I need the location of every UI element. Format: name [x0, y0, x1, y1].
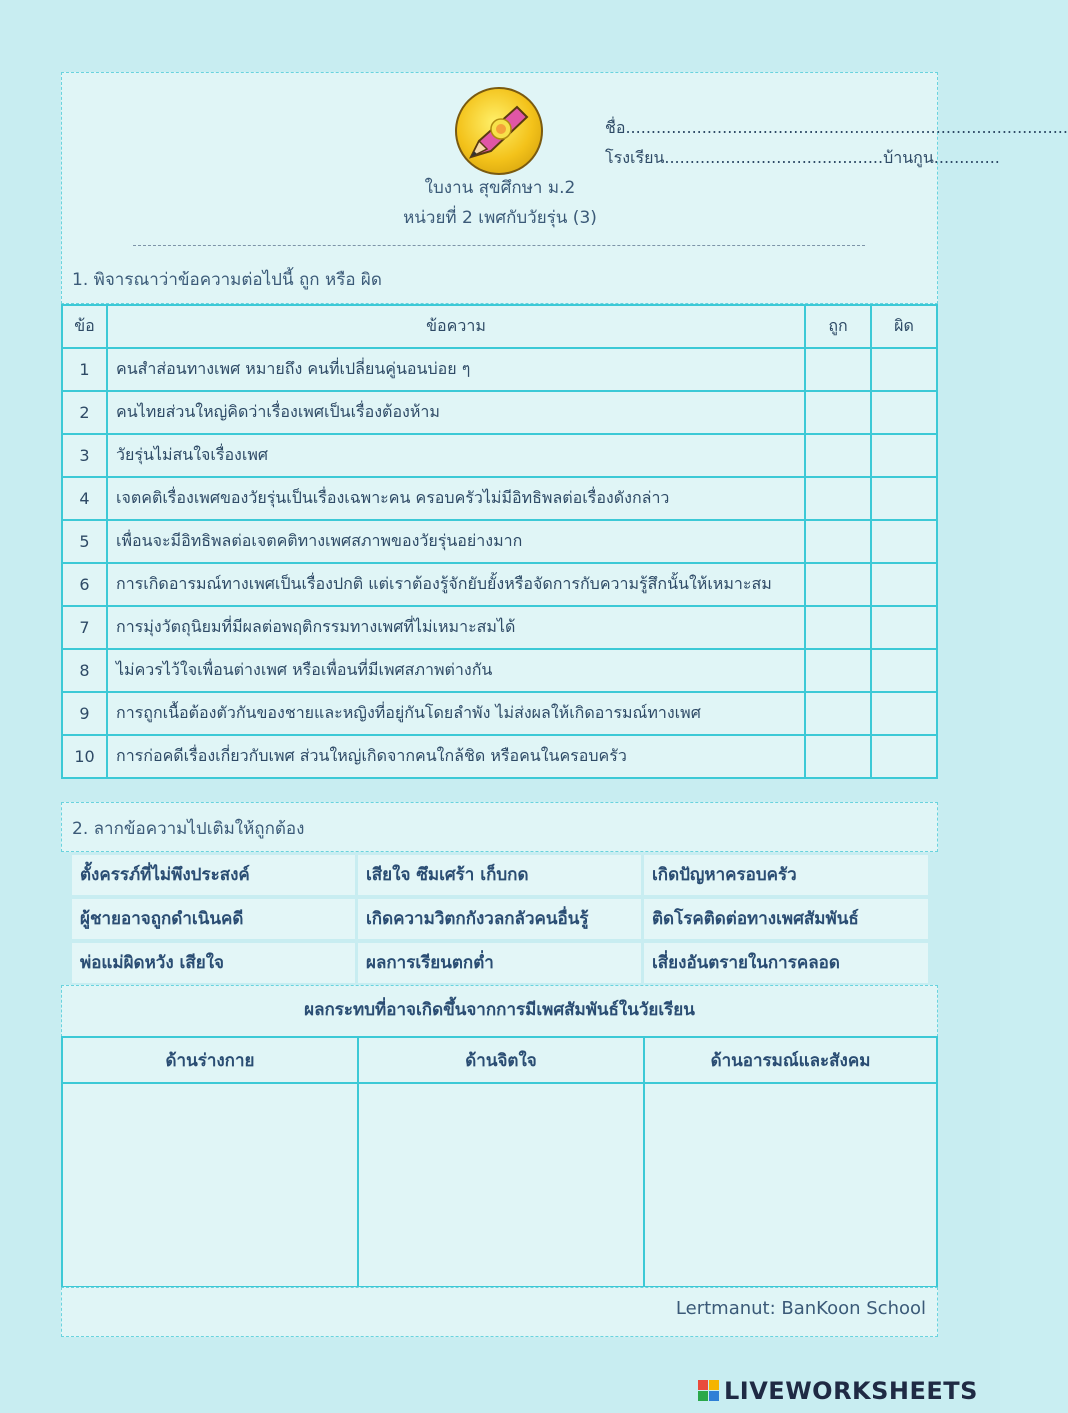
header-number: ข้อ — [62, 305, 107, 348]
row-number: 3 — [62, 434, 107, 477]
school-field[interactable]: โรงเรียน...........................................บ้านกูน............. — [605, 148, 1000, 167]
true-answer-cell[interactable] — [805, 563, 871, 606]
drop-zone-mental[interactable] — [358, 1083, 644, 1287]
section1-label: 1. พิจารณาว่าข้อความต่อไปนี้ ถูก หรือ ผิด — [72, 270, 382, 290]
row-number: 8 — [62, 649, 107, 692]
false-answer-cell[interactable] — [871, 477, 937, 520]
header-mental: ด้านจิตใจ — [358, 1037, 644, 1083]
drag-item[interactable]: ติดโรคติดต่อทางเพศสัมพันธ์ — [644, 899, 928, 939]
drop-zone-physical[interactable] — [62, 1083, 358, 1287]
header-statement: ข้อความ — [107, 305, 805, 348]
header-true: ถูก — [805, 305, 871, 348]
header-physical: ด้านร่างกาย — [62, 1037, 358, 1083]
drag-item[interactable]: ผลการเรียนตกต่ำ — [358, 943, 641, 983]
row-number: 9 — [62, 692, 107, 735]
drop-zone-emotional-social[interactable] — [644, 1083, 937, 1287]
true-answer-cell[interactable] — [805, 520, 871, 563]
name-field[interactable]: ชื่อ....................................................................................... — [605, 118, 1068, 137]
drag-item[interactable]: เสี่ยงอันตรายในการคลอด — [644, 943, 928, 983]
liveworksheets-icon — [698, 1380, 720, 1402]
drag-items-bank — [72, 853, 928, 985]
true-answer-cell[interactable] — [805, 391, 871, 434]
effects-header-row — [62, 1037, 937, 1083]
true-answer-cell[interactable] — [805, 692, 871, 735]
drag-item[interactable]: ตั้งครรภ์ที่ไม่พึงประสงค์ — [72, 855, 355, 895]
effects-table — [61, 1036, 938, 1288]
drag-item[interactable]: เกิดปัญหาครอบครัว — [644, 855, 928, 895]
table-row — [62, 520, 937, 563]
author-credit: Lertmanut: BanKoon School — [675, 1298, 926, 1319]
table-row — [62, 391, 937, 434]
row-statement: คนสำส่อนทางเพศ หมายถึง คนที่เปลี่ยนคู่นอนบ่อย ๆ — [107, 348, 805, 391]
true-answer-cell[interactable] — [805, 477, 871, 520]
school-logo — [455, 87, 543, 175]
true-answer-cell[interactable] — [805, 649, 871, 692]
liveworksheets-logo — [698, 1377, 978, 1405]
unit-title: หน่วยที่ 2 เพศกับวัยรุ่น (3) — [403, 208, 597, 228]
table-row — [62, 649, 937, 692]
table-row — [62, 692, 937, 735]
false-answer-cell[interactable] — [871, 735, 937, 778]
false-answer-cell[interactable] — [871, 692, 937, 735]
row-number: 4 — [62, 477, 107, 520]
false-answer-cell[interactable] — [871, 606, 937, 649]
false-answer-cell[interactable] — [871, 348, 937, 391]
header-emotional-social: ด้านอารมณ์และสังคม — [644, 1037, 937, 1083]
false-answer-cell[interactable] — [871, 391, 937, 434]
row-statement: การเกิดอารมณ์ทางเพศเป็นเรื่องปกติ แต่เราต้องรู้จักยับยั้งหรือจัดการกับความรู้สึกนั้นให้เหมาะสม — [107, 563, 805, 606]
row-number: 6 — [62, 563, 107, 606]
drag-item[interactable]: เสียใจ ซึมเศร้า เก็บกด — [358, 855, 641, 895]
row-number: 10 — [62, 735, 107, 778]
row-number: 5 — [62, 520, 107, 563]
worksheet-title: ใบงาน สุขศึกษา ม.2 — [424, 178, 576, 198]
table-row — [62, 348, 937, 391]
row-statement: การถูกเนื้อต้องตัวกันของชายและหญิงที่อยู่กันโดยลำพัง ไม่ส่งผลให้เกิดอารมณ์ทางเพศ — [107, 692, 805, 735]
true-answer-cell[interactable] — [805, 348, 871, 391]
liveworksheets-text: LIVEWORKSHEETS — [724, 1377, 978, 1405]
drag-item[interactable]: ผู้ชายอาจถูกดำเนินคดี — [72, 899, 355, 939]
table-row — [62, 735, 937, 778]
row-statement: เพื่อนจะมีอิทธิพลต่อเจตคติทางเพศสภาพของวัยรุ่นอย่างมาก — [107, 520, 805, 563]
table-row — [62, 563, 937, 606]
false-answer-cell[interactable] — [871, 563, 937, 606]
effects-drop-row — [62, 1083, 937, 1287]
header-false: ผิด — [871, 305, 937, 348]
drag-item[interactable]: เกิดความวิตกกังวลกลัวคนอื่นรู้ — [358, 899, 641, 939]
row-number: 2 — [62, 391, 107, 434]
true-answer-cell[interactable] — [805, 606, 871, 649]
row-statement: คนไทยส่วนใหญ่คิดว่าเรื่องเพศเป็นเรื่องต้องห้าม — [107, 391, 805, 434]
row-statement: เจตคติเรื่องเพศของวัยรุ่นเป็นเรื่องเฉพาะคน ครอบครัวไม่มีอิทธิพลต่อเรื่องดังกล่าว — [107, 477, 805, 520]
false-answer-cell[interactable] — [871, 434, 937, 477]
drag-item[interactable]: พ่อแม่ผิดหวัง เสียใจ — [72, 943, 355, 983]
row-statement: วัยรุ่นไม่สนใจเรื่องเพศ — [107, 434, 805, 477]
divider — [133, 245, 865, 246]
false-answer-cell[interactable] — [871, 649, 937, 692]
table-row — [62, 606, 937, 649]
effects-title: ผลกระทบที่อาจเกิดขึ้นจากการมีเพศสัมพันธ์ในวัยเรียน — [304, 1000, 695, 1020]
true-answer-cell[interactable] — [805, 434, 871, 477]
table-row — [62, 434, 937, 477]
true-answer-cell[interactable] — [805, 735, 871, 778]
false-answer-cell[interactable] — [871, 520, 937, 563]
row-number: 1 — [62, 348, 107, 391]
row-statement: การมุ่งวัตถุนิยมที่มีผลต่อพฤติกรรมทางเพศที่ไม่เหมาะสมได้ — [107, 606, 805, 649]
true-false-table — [61, 304, 938, 779]
table-header-row — [62, 305, 937, 348]
row-statement: ไม่ควรไว้ใจเพื่อนต่างเพศ หรือเพื่อนที่มีเพศสภาพต่างกัน — [107, 649, 805, 692]
section2-label: 2. ลากข้อความไปเติมให้ถูกต้อง — [72, 819, 305, 839]
row-statement: การก่อคดีเรื่องเกี่ยวกับเพศ ส่วนใหญ่เกิดจากคนใกล้ชิด หรือคนในครอบครัว — [107, 735, 805, 778]
row-number: 7 — [62, 606, 107, 649]
table-row — [62, 477, 937, 520]
